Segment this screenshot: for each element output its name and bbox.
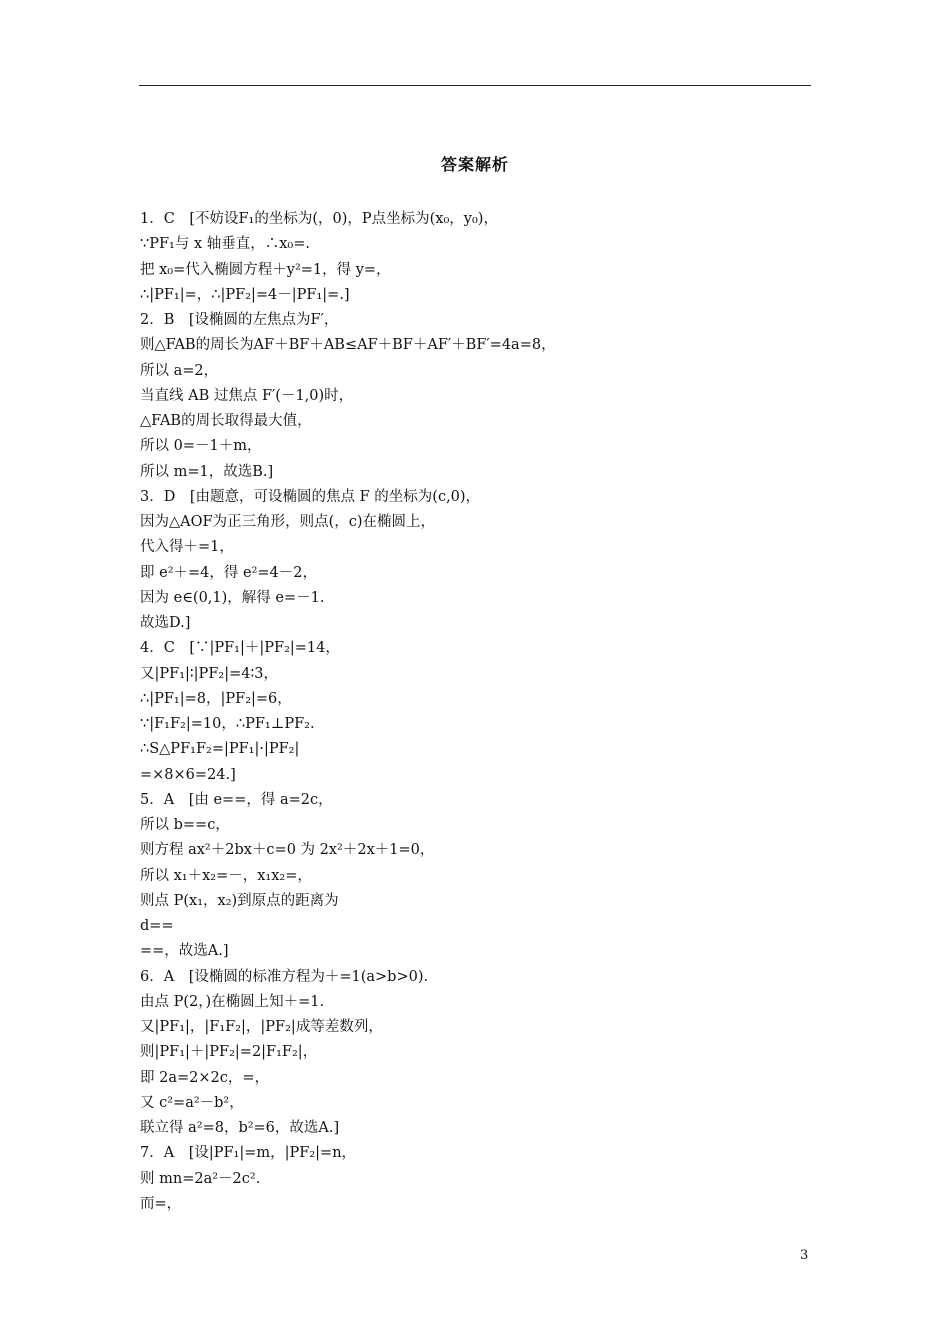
text-line: 1．C [不妨设F₁的坐标为(，0)，P点坐标为(x₀，y₀)， [140,211,498,227]
text-line: ==，故选A.] [140,943,229,960]
text-line: △FAB的周长取得最大值， [140,413,312,429]
text-line: 当直线 AB 过焦点 F′(－1,0)时， [140,387,354,404]
text-line: 故选D.] [140,615,191,631]
text-line: 所以 b==c， [140,817,230,833]
text-line: 4．C [∵|PF₁|＋|PF₂|=14， [140,640,340,657]
text-line: 所以 m=1，故选B.] [140,463,274,480]
text-line: 联立得 a²=8，b²=6，故选A.] [140,1120,340,1136]
text-line: 2．B [设椭圆的左焦点为F′， [140,312,339,328]
text-line: d== [140,918,174,934]
text-line: ∵|F₁F₂|=10，∴PF₁⊥PF₂. [140,716,315,732]
text-line: 则点 P(x₁，x₂)到原点的距离为 [140,892,339,909]
text-line: 所以 0=－1＋m， [140,438,262,455]
text-line: 所以 x₁＋x₂=－，x₁x₂=， [140,867,312,884]
text-line: 因为 e∈(0,1)，解得 e=－1. [140,589,325,606]
text-line: 3．D [由题意，可设椭圆的焦点 F 的坐标为(c,0)， [140,488,481,505]
header-rule [139,85,811,86]
text-line: 即 2a=2×2c，=， [140,1069,269,1086]
text-line: 把 x₀=代入椭圆方程＋y²=1，得 y=， [140,261,391,278]
text-line: 则△FAB的周长为AF＋BF＋AB≤AF＋BF＋AF′＋BF′=4a=8， [140,337,556,354]
text-line: 所以 a=2， [140,362,219,379]
text-line: 因为△AOF为正三角形，则点(，c)在椭圆上， [140,514,436,530]
text-line: 7．A [设|PF₁|=m，|PF₂|=n， [140,1145,357,1162]
text-line: 则|PF₁|＋|PF₂|=2|F₁F₂|， [140,1044,318,1061]
text-line: 则方程 ax²＋2bx＋c=0 为 2x²＋2x＋1=0， [140,842,435,859]
text-line: ∴|PF₁|=，∴|PF₂|=4－|PF₁|=.] [140,286,350,303]
text-line: ∴|PF₁|=8，|PF₂|=6， [140,690,292,707]
text-line: 即 e²＋=4，得 e²=4－2， [140,564,317,581]
text-line: 又|PF₁|∶|PF₂|=4∶3， [140,665,278,682]
page-title: 答案解析 [440,155,509,174]
text-line: 又|PF₁|，|F₁F₂|，|PF₂|成等差数列， [140,1019,383,1035]
text-line: 6．A [设椭圆的标准方程为＋=1(a>b>0). [140,968,429,985]
text-line: 则 mn=2a²－2c². [140,1170,261,1187]
text-line: 又 c²=a²－b²， [140,1094,244,1111]
text-line: ∴S△PF₁F₂=|PF₁|·|PF₂| [140,741,300,758]
page-number: 3 [800,1248,809,1263]
text-line: 5．A [由 e==，得 a=2c， [140,791,333,808]
text-line: 代入得＋=1， [140,539,234,556]
text-line: 由点 P(2，)在椭圆上知＋=1. [140,993,325,1010]
answer-body [140,207,810,1217]
text-line: =×8×6=24.] [140,766,236,783]
text-line: ∵PF₁与 x 轴垂直，∴x₀=. [140,236,310,253]
text-line: 而=， [140,1195,182,1212]
